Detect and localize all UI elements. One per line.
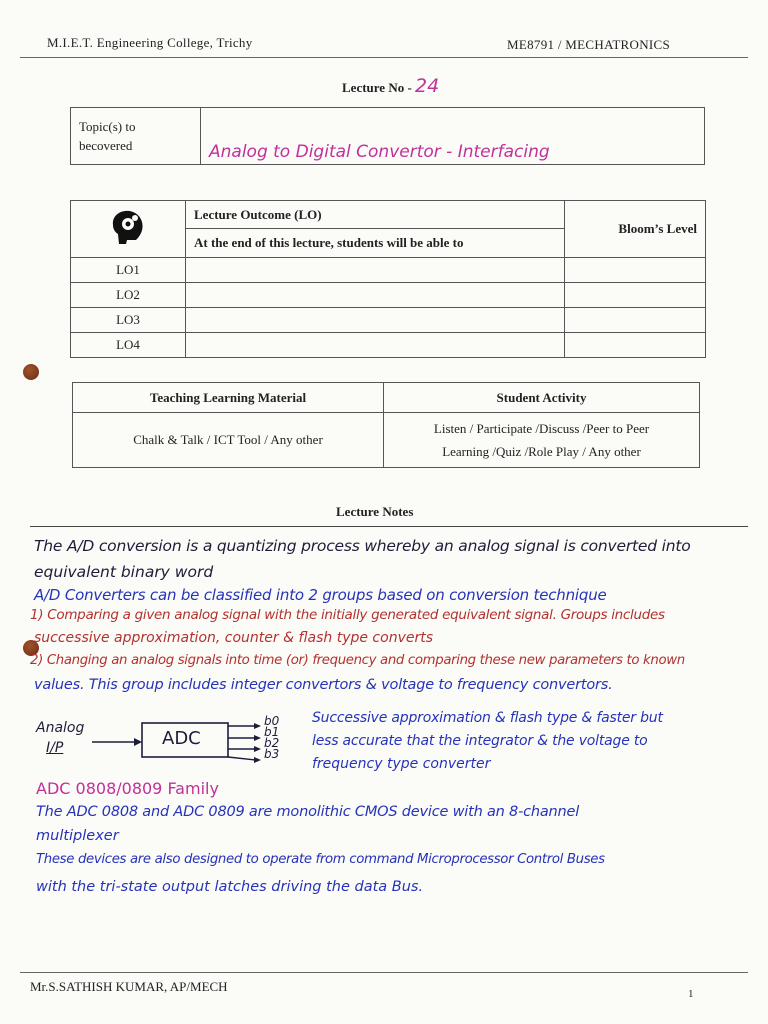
notes-divider [30,526,748,527]
topic-value-cell [201,108,705,165]
topic-label-line2: becovered [79,138,133,153]
notes-line-3: A/D Converters can be classified into 2 groups based on conversion technique [34,586,607,604]
footer-author: Mr.S.SATHISH KUMAR, AP/MECH [30,979,228,994]
family-line-4: with the tri-state output latches driving the data Bus. [36,879,424,895]
lo-row-2-text [186,283,565,308]
input-ip-label: I/P [46,740,64,756]
family-heading: ADC 0808/0809 Family [36,779,219,798]
notes-line-2: equivalent binary word [34,563,214,581]
student-activity-value [384,413,700,468]
family-line-2: multiplexer [36,828,119,844]
lo-row-3-text [186,308,565,333]
blooms-header: Bloom’s Level [565,201,706,258]
topic-label-cell [71,108,201,165]
notes-line-7: values. This group includes integer convertors & voltage to frequency convertors. [34,677,613,693]
lo-row-4-label: LO4 [71,333,186,358]
lecture-number-label: Lecture No - [342,80,412,95]
output-b0: b0 [264,714,280,728]
analog-input-label: Analog [36,720,85,736]
outcome-icon-cell [71,201,186,258]
lecture-notes-title: Lecture Notes [336,504,414,519]
lo-row-1-level [565,258,706,283]
notes-line-6: 2) Changing an analog signals into time (or) frequency and comparing these new parameters to known [30,653,685,668]
head-gears-icon [106,236,150,251]
diagram-note-3: frequency type converter [312,756,491,772]
header-divider [20,57,748,58]
lecture-number: 24 [415,75,440,97]
lo-row-3-label: LO3 [71,308,186,333]
topic-table [70,107,705,165]
lo-row-2-label: LO2 [71,283,186,308]
lo-row-1-text [186,258,565,283]
page-number: 1 [688,988,694,1000]
teaching-table [72,382,700,468]
output-b2: b2 [264,736,280,750]
lecture-number-row [342,75,439,97]
diagram-note-1: Successive approximation & flash type & faster but [312,710,663,726]
adc-block-label: ADC [162,728,201,749]
notes-line-1: The A/D conversion is a quantizing process whereby an analog signal is converted into [34,537,691,555]
student-activity-header: Student Activity [384,383,700,413]
adc-outputs [264,716,279,760]
output-b3: b3 [264,747,280,761]
outcome-title: Lecture Outcome (LO) [186,201,565,229]
lo-row-3-level [565,308,706,333]
family-line-3: These devices are also designed to operate from command Microprocessor Control Buses [36,852,605,867]
output-b1: b1 [264,725,280,739]
footer-divider [20,972,748,973]
teaching-material-value: Chalk & Talk / ICT Tool / Any other [73,413,384,468]
student-activity-line2: Learning /Quiz /Role Play / Any other [442,444,641,459]
lo-row-4-level [565,333,706,358]
notes-line-4: 1) Comparing a given analog signal with the initially generated equivalent signal. Groups includes [30,607,665,623]
student-activity-line1: Listen / Participate /Discuss /Peer to Peer [433,421,650,436]
topic-label-line1: Topic(s) to [79,119,136,134]
binder-hole-top [23,364,39,380]
diagram-note-2: less accurate that the integrator & the voltage to [312,733,648,749]
college-name: M.I.E.T. Engineering College, Trichy [47,35,253,50]
outcome-subtitle: At the end of this lecture, students will be able to [186,229,565,258]
topic-value: Analog to Digital Convertor - Interfacing [209,142,550,162]
adc-block-diagram [34,716,304,776]
lo-row-4-text [186,333,565,358]
teaching-material-header: Teaching Learning Material [73,383,384,413]
outcome-table [70,200,706,358]
notes-line-5: successive approximation, counter & flash type converts [34,630,434,646]
lo-row-1-label: LO1 [71,258,186,283]
course-code: ME8791 / MECHATRONICS [507,37,671,52]
family-line-1: The ADC 0808 and ADC 0809 are monolithic CMOS device with an 8-channel [36,804,580,820]
lo-row-2-level [565,283,706,308]
